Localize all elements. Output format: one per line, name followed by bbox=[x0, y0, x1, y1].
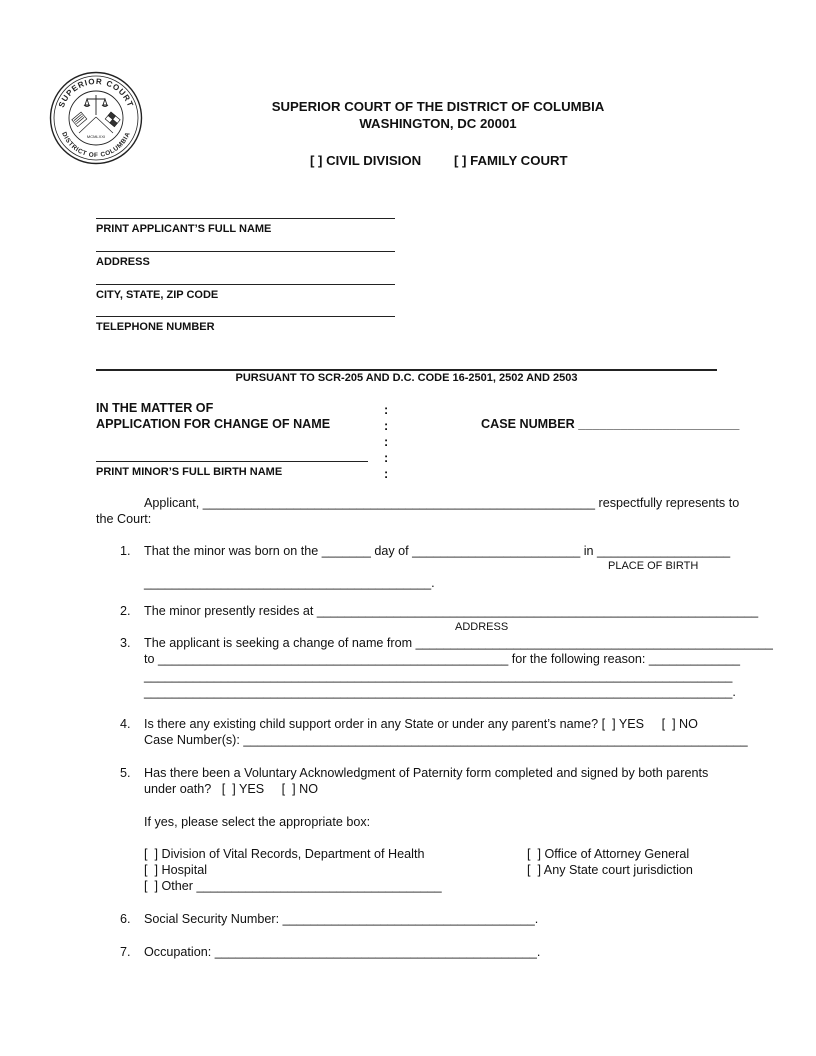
vital-records-checkbox[interactable]: [ ] Division of Vital Records, Department of Health bbox=[144, 847, 425, 861]
item-number: 6. bbox=[120, 912, 131, 926]
seal-bottom-text: DISTRICT OF COLUMBIA bbox=[60, 131, 132, 160]
state-court-checkbox[interactable]: [ ] Any State court jurisdiction bbox=[527, 863, 693, 877]
occupation-field[interactable]: Occupation: ______________________________________________. bbox=[144, 945, 541, 959]
item-number: 5. bbox=[120, 766, 131, 780]
section-divider bbox=[96, 369, 717, 371]
applicant-name-label: PRINT APPLICANT’S FULL NAME bbox=[96, 223, 272, 235]
caption-colon: : bbox=[384, 435, 389, 449]
applicant-address-field[interactable] bbox=[96, 251, 395, 252]
hospital-checkbox[interactable]: [ ] Hospital bbox=[144, 863, 207, 877]
minor-residence-field[interactable]: The minor presently resides at _______________________________________________________________ bbox=[144, 604, 759, 618]
caption-colon: : bbox=[384, 467, 389, 481]
item-number: 2. bbox=[120, 604, 131, 618]
birth-details-field[interactable]: That the minor was born on the _______ day of ________________________ in ___________________ bbox=[144, 544, 731, 558]
child-support-question[interactable]: Is there any existing child support order in any State or under any parent’s name? [ ] YES [ ] NO bbox=[144, 717, 698, 731]
flag-icon bbox=[72, 112, 120, 133]
attorney-general-checkbox[interactable]: [ ] Office of Attorney General bbox=[527, 847, 690, 861]
paternity-yes-no[interactable]: under oath? [ ] YES [ ] NO bbox=[144, 782, 319, 796]
court-name: SUPERIOR COURT OF THE DISTRICT OF COLUMBIA bbox=[271, 99, 605, 114]
caption-matter: IN THE MATTER OF bbox=[96, 401, 214, 415]
item-number: 4. bbox=[120, 717, 131, 731]
minor-name-field[interactable] bbox=[96, 461, 368, 462]
seal-top-text: SUPERIOR COURT bbox=[56, 76, 136, 109]
place-of-birth-label: PLACE OF BIRTH bbox=[608, 560, 699, 572]
minor-name-label: PRINT MINOR’S FULL BIRTH NAME bbox=[96, 466, 283, 478]
court-seal bbox=[49, 71, 143, 165]
applicant-phone-label: TELEPHONE NUMBER bbox=[96, 321, 215, 333]
case-numbers-field[interactable]: Case Number(s): ________________________________________________________________________ bbox=[144, 733, 748, 747]
applicant-phone-field[interactable] bbox=[96, 316, 395, 317]
applicant-city-label: CITY, STATE, ZIP CODE bbox=[96, 289, 219, 301]
caption-application: APPLICATION FOR CHANGE OF NAME bbox=[96, 417, 331, 431]
scales-icon bbox=[84, 95, 108, 115]
ssn-field[interactable]: Social Security Number: ____________________________________. bbox=[144, 912, 539, 926]
applicant-city-field[interactable] bbox=[96, 284, 395, 285]
item-number: 1. bbox=[120, 544, 131, 558]
case-number-field[interactable]: CASE NUMBER _______________________ bbox=[481, 417, 740, 431]
address-sub-label: ADDRESS bbox=[455, 621, 509, 633]
applicant-name-field[interactable] bbox=[96, 218, 395, 219]
birth-continued-field[interactable]: _________________________________________. bbox=[144, 576, 435, 590]
other-checkbox[interactable]: [ ] Other ___________________________________ bbox=[144, 879, 442, 893]
intro-line[interactable]: Applicant, ________________________________________________________ respectfully represents to bbox=[144, 496, 740, 510]
reason-field[interactable]: ____________________________________________________________________________________. bbox=[144, 685, 736, 699]
intro-line: the Court: bbox=[96, 512, 152, 526]
item-number: 7. bbox=[120, 945, 131, 959]
caption-colon: : bbox=[384, 419, 389, 433]
name-to-field[interactable]: to __________________________________________________ for the following reason: _____________ bbox=[144, 652, 740, 666]
reason-field[interactable]: ____________________________________________________________________________________ bbox=[144, 669, 733, 683]
caption-colon: : bbox=[384, 451, 389, 465]
paternity-question: Has there been a Voluntary Acknowledgment of Paternity form completed and signed by both parents bbox=[144, 766, 709, 780]
applicant-address-label: ADDRESS bbox=[96, 256, 150, 268]
name-from-field[interactable]: The applicant is seeking a change of name from ___________________________________________________ bbox=[144, 636, 773, 650]
item-number: 3. bbox=[120, 636, 131, 650]
if-yes-instruction: If yes, please select the appropriate box: bbox=[144, 815, 371, 829]
pursuant-text: PURSUANT TO SCR-205 AND D.C. CODE 16-2501, 2502 AND 2503 bbox=[235, 372, 578, 384]
civil-division-checkbox[interactable]: [ ] CIVIL DIVISION bbox=[310, 153, 422, 168]
seal-year: MCMLXXI bbox=[86, 134, 106, 139]
family-court-checkbox[interactable]: [ ] FAMILY COURT bbox=[454, 153, 568, 168]
caption-colon: : bbox=[384, 403, 389, 417]
court-city: WASHINGTON, DC 20001 bbox=[359, 116, 517, 131]
